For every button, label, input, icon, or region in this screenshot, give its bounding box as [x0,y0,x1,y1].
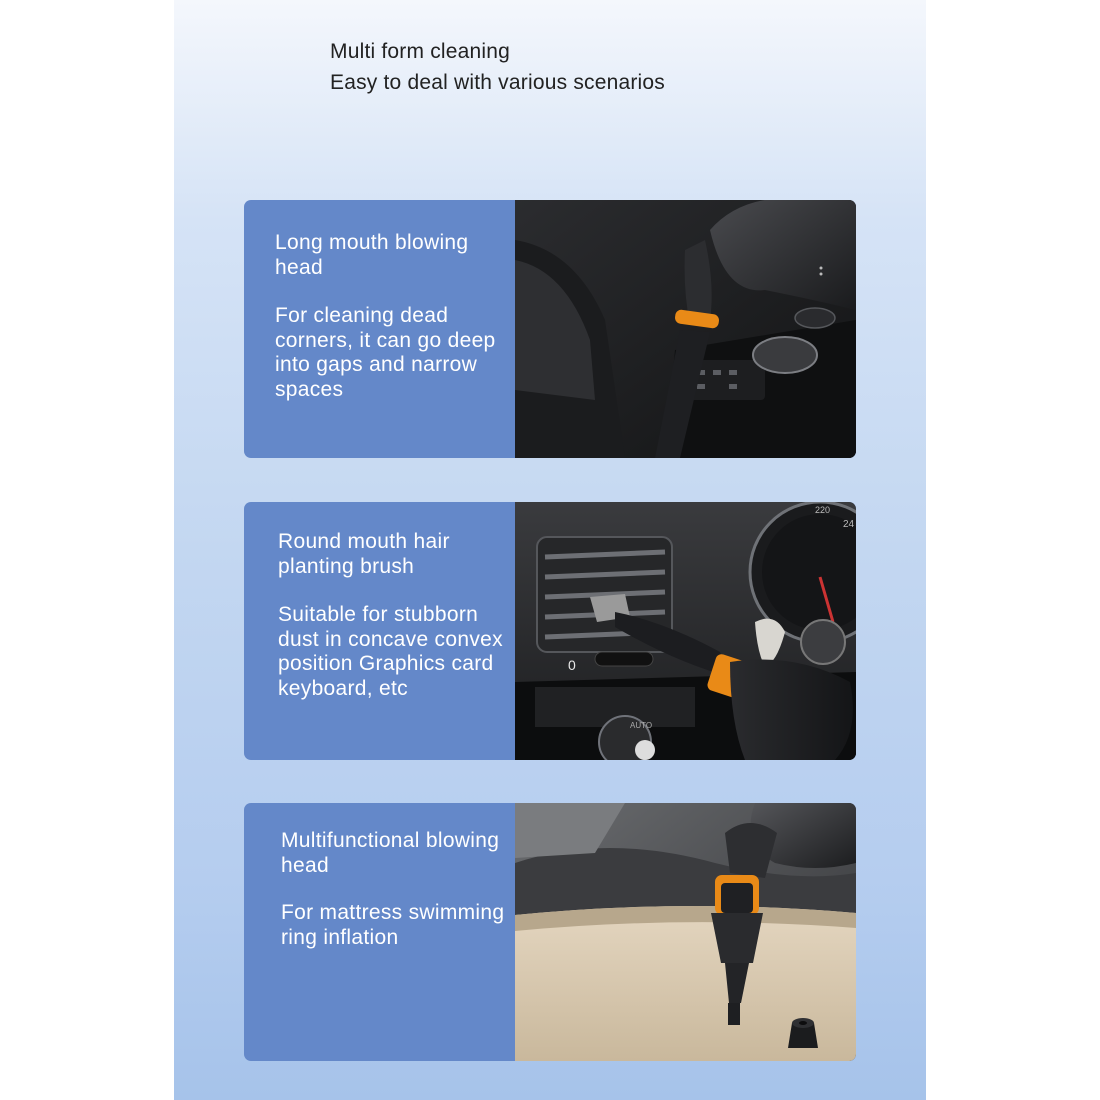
feature-title: Round mouth hair planting brush [278,530,450,578]
vent-dial-number: 0 [568,657,576,673]
heading-line-1: Multi form cleaning [330,40,511,63]
car-console-blower-photo [515,200,856,458]
feature-card-text [244,200,515,458]
auto-label: AUTO [630,721,653,730]
car-seat-inflation-photo [515,803,856,1061]
poster-heading [330,36,665,98]
product-poster [174,0,926,1100]
feature-description: Suitable for stubborn dust in concave convex position Graphics card keyboard, etc [278,603,503,700]
car-vent-brush-photo [515,502,856,760]
gauge-number-right: 24 [843,519,855,530]
feature-title: Long mouth blowing head [275,231,469,279]
feature-card-round-brush [244,502,856,760]
feature-card-text [244,803,515,1061]
feature-title: Multifunctional blowing head [281,829,500,877]
feature-description: For mattress swimming ring inflation [281,901,505,949]
feature-card-long-mouth [244,200,856,458]
feature-card-multifunctional [244,803,856,1061]
gauge-number-upper: 220 [815,505,831,515]
heading-line-2: Easy to deal with various scenarios [330,71,665,94]
feature-card-text [244,502,515,760]
feature-description: For cleaning dead corners, it can go deep into gaps and narrow spaces [275,304,496,401]
